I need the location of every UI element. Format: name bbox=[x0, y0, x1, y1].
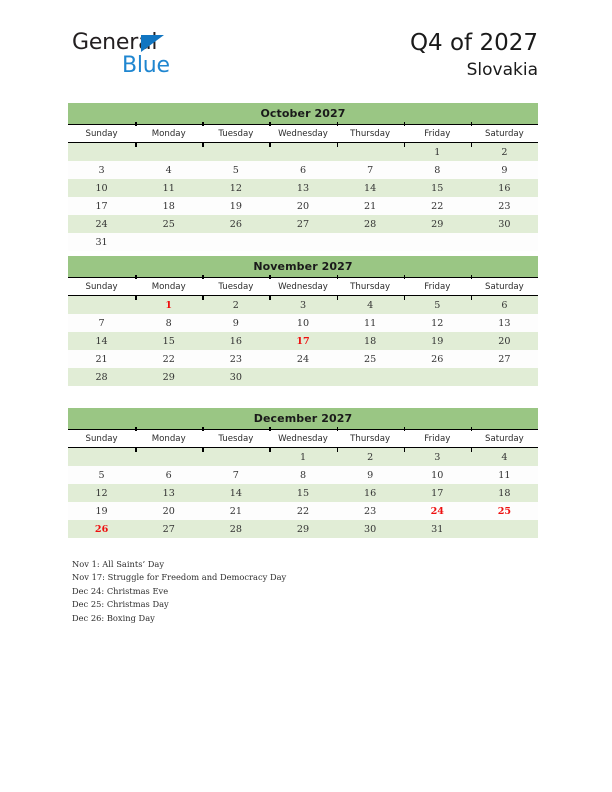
week-row bbox=[68, 332, 538, 350]
weekday-header-row bbox=[68, 278, 538, 296]
holiday-note: Dec 26: Boxing Day bbox=[72, 612, 155, 623]
weekday-header-thursday: Thursday bbox=[337, 125, 404, 142]
day-cell-empty bbox=[269, 368, 336, 386]
day-cell[interactable]: 14 bbox=[229, 487, 242, 499]
day-cell-empty bbox=[471, 368, 538, 386]
weekday-header-sunday: Sunday bbox=[85, 433, 118, 444]
month-title: November 2027 bbox=[253, 260, 353, 273]
day-cell[interactable]: 20 bbox=[296, 200, 310, 212]
day-cell-holiday[interactable]: 17 bbox=[296, 335, 310, 347]
weekday-header-wednesday: Wednesday bbox=[269, 430, 336, 447]
day-cell[interactable]: 11 bbox=[498, 469, 511, 481]
day-cell[interactable]: 12 bbox=[95, 487, 108, 499]
day-cell-empty bbox=[337, 143, 404, 161]
day-cell[interactable]: 4 bbox=[165, 164, 172, 176]
day-cell[interactable]: 10 bbox=[95, 182, 108, 194]
day-cell[interactable]: 10 bbox=[296, 317, 310, 329]
day-cell[interactable]: 29 bbox=[296, 523, 310, 535]
day-cell[interactable]: 30 bbox=[229, 371, 242, 383]
day-cell[interactable]: 10 bbox=[431, 469, 444, 481]
day-cell[interactable]: 2 bbox=[501, 146, 508, 158]
day-cell[interactable]: 22 bbox=[296, 505, 310, 517]
day-cell[interactable]: 19 bbox=[431, 335, 444, 347]
day-cell-empty bbox=[337, 233, 404, 251]
day-cell[interactable]: 7 bbox=[232, 469, 239, 481]
day-cell-empty bbox=[202, 448, 269, 466]
day-cell-empty bbox=[404, 368, 471, 386]
day-cell[interactable]: 31 bbox=[95, 236, 108, 248]
month-calendar bbox=[68, 408, 538, 538]
day-cell-empty bbox=[269, 233, 336, 251]
day-cell[interactable]: 13 bbox=[498, 317, 511, 329]
day-cell[interactable]: 11 bbox=[364, 317, 377, 329]
day-cell[interactable]: 21 bbox=[95, 353, 108, 365]
day-cell[interactable]: 18 bbox=[498, 487, 511, 499]
day-cell[interactable]: 13 bbox=[296, 182, 310, 194]
day-cell-empty bbox=[471, 520, 538, 538]
day-cell[interactable]: 8 bbox=[434, 164, 441, 176]
weekday-header-tuesday: Tuesday bbox=[202, 278, 269, 295]
page-title: Q4 of 2027 bbox=[409, 30, 538, 56]
weekday-header-tuesday: Tuesday bbox=[202, 125, 269, 142]
day-cell[interactable]: 15 bbox=[296, 487, 310, 499]
weekday-header-sunday: Sunday bbox=[85, 281, 118, 292]
day-cell[interactable]: 16 bbox=[229, 335, 242, 347]
day-cell[interactable]: 11 bbox=[162, 182, 175, 194]
week-row bbox=[68, 466, 538, 484]
day-cell[interactable]: 17 bbox=[95, 200, 108, 212]
day-cell-empty bbox=[202, 233, 269, 251]
weekday-header-row bbox=[68, 125, 538, 143]
weekday-header-friday: Friday bbox=[404, 278, 471, 295]
day-cell[interactable]: 21 bbox=[229, 505, 242, 517]
day-cell[interactable]: 23 bbox=[229, 353, 242, 365]
week-row bbox=[68, 368, 538, 386]
day-cell[interactable]: 25 bbox=[364, 353, 377, 365]
day-cell[interactable]: 7 bbox=[98, 317, 105, 329]
day-cell[interactable]: 24 bbox=[296, 353, 310, 365]
week-row bbox=[68, 143, 538, 161]
day-cell[interactable]: 29 bbox=[162, 371, 175, 383]
holiday-note: Dec 25: Christmas Day bbox=[72, 599, 169, 610]
day-cell-empty bbox=[337, 368, 404, 386]
day-cell[interactable]: 15 bbox=[162, 335, 175, 347]
day-cell[interactable]: 3 bbox=[299, 299, 307, 311]
day-cell[interactable]: 16 bbox=[364, 487, 377, 499]
day-cell-empty bbox=[135, 448, 202, 466]
day-cell[interactable]: 6 bbox=[501, 299, 508, 311]
holiday-note: Nov 1: All Saints’ Day bbox=[72, 559, 165, 569]
day-cell[interactable]: 16 bbox=[498, 182, 511, 194]
day-cell[interactable]: 24 bbox=[95, 218, 108, 230]
day-cell[interactable]: 23 bbox=[498, 200, 511, 212]
day-cell-holiday[interactable]: 26 bbox=[94, 523, 109, 535]
day-cell[interactable]: 19 bbox=[229, 200, 242, 212]
day-cell-empty bbox=[68, 143, 135, 161]
day-cell-empty bbox=[404, 233, 471, 251]
week-row bbox=[68, 484, 538, 502]
month-title-bar bbox=[68, 103, 538, 125]
weekday-header-wednesday: Wednesday bbox=[269, 278, 336, 295]
weekday-header-friday: Friday bbox=[404, 125, 471, 142]
weekday-header-monday: Monday bbox=[135, 125, 202, 142]
week-row bbox=[68, 448, 538, 466]
week-row bbox=[68, 520, 538, 538]
day-cell[interactable]: 30 bbox=[498, 218, 511, 230]
day-cell[interactable]: 4 bbox=[367, 299, 374, 311]
weekday-header-saturday: Saturday bbox=[471, 430, 538, 447]
day-cell[interactable]: 8 bbox=[299, 469, 307, 481]
week-row bbox=[68, 215, 538, 233]
day-cell[interactable]: 31 bbox=[431, 523, 444, 535]
day-cell[interactable]: 15 bbox=[431, 182, 444, 194]
month-title-bar bbox=[68, 408, 538, 430]
day-cell[interactable]: 27 bbox=[296, 218, 310, 230]
weekday-header-sunday: Sunday bbox=[85, 128, 118, 139]
day-cell[interactable]: 27 bbox=[162, 523, 175, 535]
day-cell[interactable]: 17 bbox=[431, 487, 444, 499]
region-subtitle: Slovakia bbox=[466, 60, 538, 80]
brand-name-general: General bbox=[72, 30, 158, 55]
day-cell[interactable]: 6 bbox=[165, 469, 172, 481]
day-cell[interactable]: 25 bbox=[162, 218, 175, 230]
day-cell[interactable]: 3 bbox=[434, 451, 441, 463]
day-cell[interactable]: 6 bbox=[299, 164, 307, 176]
day-cell-empty bbox=[202, 143, 269, 161]
weekday-header-tuesday: Tuesday bbox=[202, 430, 269, 447]
day-cell[interactable]: 12 bbox=[431, 317, 444, 329]
day-cell[interactable]: 12 bbox=[229, 182, 242, 194]
day-cell[interactable]: 3 bbox=[98, 164, 105, 176]
day-cell[interactable]: 26 bbox=[229, 218, 242, 230]
week-row bbox=[68, 197, 538, 215]
brand-name-blue: Blue bbox=[122, 53, 170, 78]
month-calendar bbox=[68, 103, 538, 251]
week-row bbox=[68, 350, 538, 368]
title-block bbox=[410, 28, 538, 82]
weekday-header-saturday: Saturday bbox=[471, 278, 538, 295]
day-cell[interactable]: 5 bbox=[232, 164, 239, 176]
day-cell[interactable]: 30 bbox=[364, 523, 377, 535]
day-cell[interactable]: 9 bbox=[367, 469, 374, 481]
day-cell[interactable]: 5 bbox=[98, 469, 105, 481]
day-cell[interactable]: 20 bbox=[162, 505, 175, 517]
day-cell[interactable]: 7 bbox=[367, 164, 374, 176]
weekday-header-monday: Monday bbox=[135, 278, 202, 295]
day-cell[interactable]: 21 bbox=[364, 200, 377, 212]
day-cell[interactable]: 2 bbox=[367, 451, 374, 463]
day-cell[interactable]: 28 bbox=[229, 523, 242, 535]
day-cell[interactable]: 29 bbox=[431, 218, 444, 230]
holiday-note: Dec 24: Christmas Eve bbox=[72, 585, 169, 596]
day-cell[interactable]: 18 bbox=[364, 335, 377, 347]
day-cell[interactable]: 13 bbox=[162, 487, 175, 499]
brand-logo[interactable] bbox=[72, 30, 242, 86]
day-cell[interactable]: 2 bbox=[232, 299, 239, 311]
month-title-bar bbox=[68, 256, 538, 278]
day-cell[interactable]: 20 bbox=[498, 335, 511, 347]
day-cell[interactable]: 28 bbox=[95, 371, 108, 383]
day-cell[interactable]: 22 bbox=[162, 353, 175, 365]
day-cell-holiday[interactable]: 24 bbox=[430, 505, 444, 517]
day-cell[interactable]: 9 bbox=[501, 164, 508, 176]
day-cell[interactable]: 14 bbox=[364, 182, 377, 194]
day-cell[interactable]: 26 bbox=[431, 353, 444, 365]
day-cell-empty bbox=[68, 296, 135, 314]
week-row bbox=[68, 314, 538, 332]
day-cell[interactable]: 22 bbox=[431, 200, 444, 212]
day-cell[interactable]: 14 bbox=[95, 335, 108, 347]
holiday-note: Nov 17: Struggle for Freedom and Democracy Day bbox=[72, 572, 287, 583]
weekday-header-thursday: Thursday bbox=[337, 430, 404, 447]
day-cell-holiday[interactable]: 1 bbox=[165, 299, 173, 311]
day-cell-empty bbox=[471, 233, 538, 251]
week-row bbox=[68, 296, 538, 314]
week-row bbox=[68, 161, 538, 179]
week-row bbox=[68, 502, 538, 520]
day-cell-empty bbox=[135, 143, 202, 161]
day-cell[interactable]: 4 bbox=[501, 451, 508, 463]
day-cell[interactable]: 9 bbox=[232, 317, 239, 329]
weekday-header-saturday: Saturday bbox=[471, 125, 538, 142]
weekday-header-wednesday: Wednesday bbox=[269, 125, 336, 142]
day-cell[interactable]: 8 bbox=[165, 317, 172, 329]
day-cell-empty bbox=[68, 448, 135, 466]
day-cell[interactable]: 1 bbox=[299, 451, 307, 463]
day-cell[interactable]: 5 bbox=[434, 299, 441, 311]
day-cell[interactable]: 23 bbox=[364, 505, 377, 517]
weekday-header-monday: Monday bbox=[135, 430, 202, 447]
triangle-icon bbox=[141, 35, 164, 52]
day-cell[interactable]: 1 bbox=[434, 146, 441, 158]
day-cell-holiday[interactable]: 25 bbox=[497, 505, 512, 517]
day-cell-empty bbox=[135, 233, 202, 251]
weekday-header-row bbox=[68, 430, 538, 448]
day-cell-empty bbox=[269, 143, 336, 161]
day-cell[interactable]: 18 bbox=[162, 200, 175, 212]
page-header bbox=[0, 0, 612, 100]
day-cell[interactable]: 27 bbox=[498, 353, 511, 365]
holiday-notes-list bbox=[72, 558, 532, 625]
month-calendar bbox=[68, 256, 538, 386]
day-cell[interactable]: 19 bbox=[95, 505, 108, 517]
weekday-header-friday: Friday bbox=[404, 430, 471, 447]
week-row bbox=[68, 233, 538, 251]
month-title: October 2027 bbox=[260, 107, 346, 120]
day-cell[interactable]: 28 bbox=[364, 218, 377, 230]
month-title: December 2027 bbox=[253, 412, 353, 425]
weekday-header-thursday: Thursday bbox=[337, 278, 404, 295]
week-row bbox=[68, 179, 538, 197]
